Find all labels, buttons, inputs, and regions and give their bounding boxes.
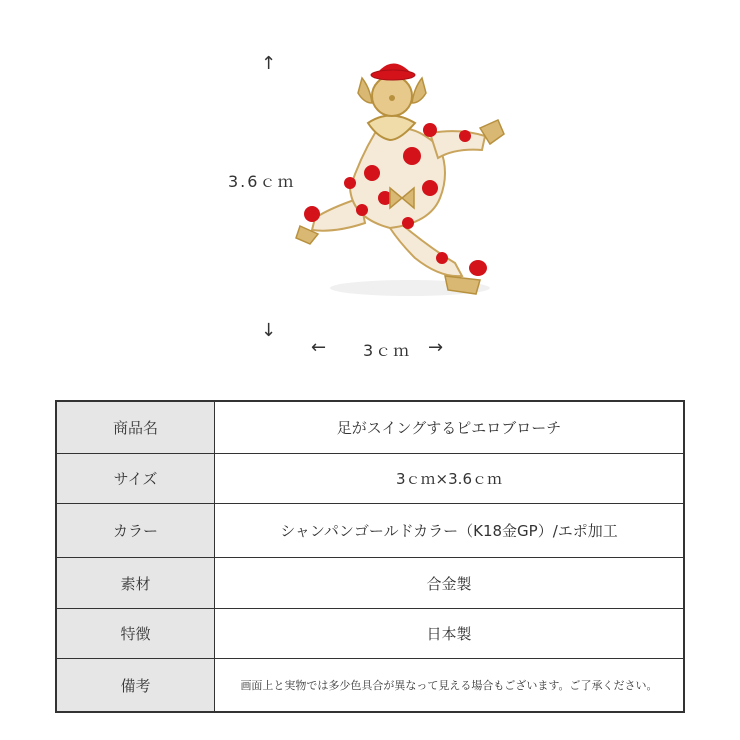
height-label: 3.6ｃｍ xyxy=(228,172,296,191)
table-row xyxy=(56,453,684,503)
table-row xyxy=(56,608,684,658)
table-row xyxy=(56,401,684,453)
spec-label: 素材 xyxy=(56,558,215,608)
spec-label: サイズ xyxy=(56,453,215,503)
spec-label: 商品名 xyxy=(56,401,215,453)
arrow-up-icon: ↑ xyxy=(261,53,277,74)
spec-value: 画面上と実物では多少色具合が異なって見える場合もございます。ご了承ください。 xyxy=(215,659,685,712)
spec-value: 足がスイングするピエロブローチ xyxy=(215,401,685,453)
spec-label: 特徴 xyxy=(56,608,215,658)
arrow-down-icon: ↓ xyxy=(261,320,277,341)
spec-label: 備考 xyxy=(56,659,215,712)
spec-value: 合金製 xyxy=(215,558,685,608)
spec-value: 3ｃｍ×3.6ｃｍ xyxy=(215,453,685,503)
spec-label: カラー xyxy=(56,504,215,558)
spec-value: 日本製 xyxy=(215,608,685,658)
table-row xyxy=(56,659,684,712)
table-row xyxy=(56,558,684,608)
table-row xyxy=(56,504,684,558)
spec-value: シャンパンゴールドカラー（K18金GP）/エポ加工 xyxy=(215,504,685,558)
spec-table xyxy=(55,400,685,713)
clown-brooch-image xyxy=(290,48,520,308)
arrow-left-icon: ← xyxy=(311,337,327,358)
width-label: 3ｃｍ xyxy=(363,341,412,360)
arrow-right-icon: → xyxy=(428,337,444,358)
